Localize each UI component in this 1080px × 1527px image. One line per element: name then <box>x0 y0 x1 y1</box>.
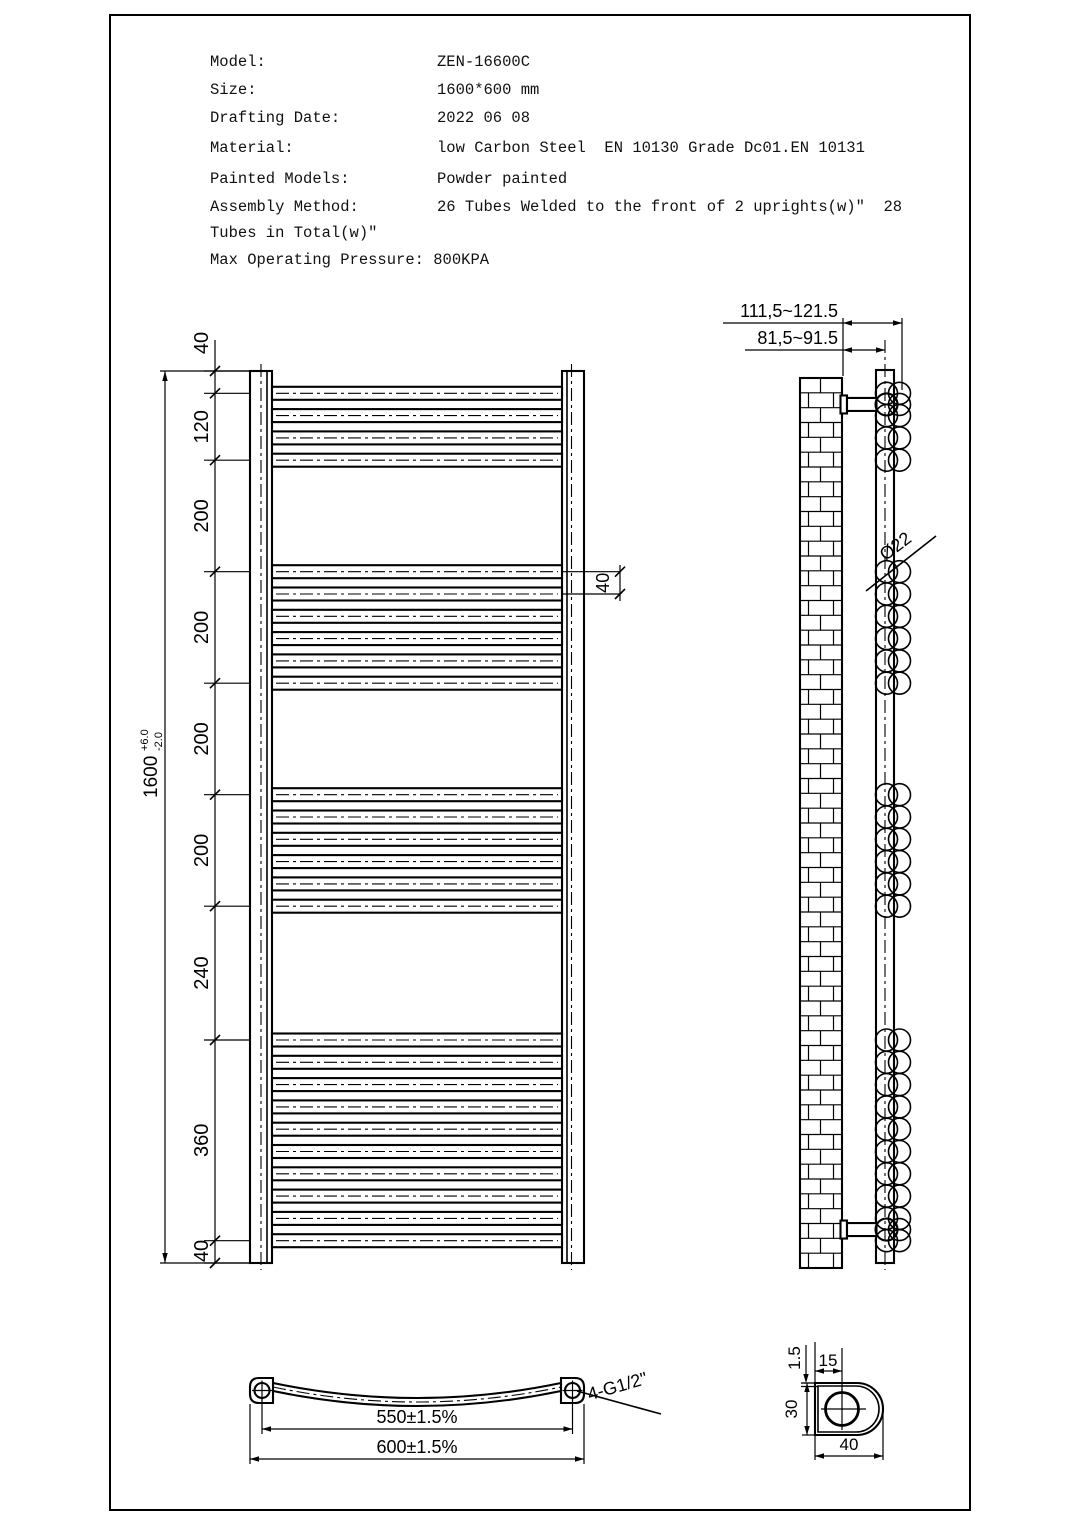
front-view <box>139 332 625 1270</box>
height-dimension-chain <box>191 332 250 1268</box>
dim-text-15: 15 <box>818 1351 838 1370</box>
arrowhead <box>262 1426 271 1431</box>
dim-text-wall-to-upright: 81,5~91.5 <box>757 328 838 348</box>
dim-chain-label: 40 <box>191 331 213 355</box>
dim-text-40w: 40 <box>839 1435 859 1454</box>
dim-chain-label: 360 <box>191 1123 213 1158</box>
dim-text-wall-to-tube: 111,5~121.5 <box>740 301 838 321</box>
dim-chain-label: 120 <box>191 410 213 444</box>
dim-text-30: 30 <box>782 1399 801 1419</box>
arrowhead <box>815 1453 824 1458</box>
arrowhead <box>804 1383 809 1392</box>
arrowhead <box>162 1253 167 1263</box>
field-value: Powder painted <box>437 170 568 188</box>
dim-chain-label: 200 <box>191 610 213 645</box>
tolerance-minus: -2.0 <box>153 732 165 751</box>
field-value: 1600*600 mm <box>437 81 540 99</box>
curved-tube-centerline <box>273 1387 561 1402</box>
arrowhead <box>250 1456 259 1461</box>
field-value: low Carbon Steel EN 10130 Grade Dc01.EN 10131 <box>437 139 865 157</box>
field-value: 26 Tubes Welded to the front of 2 uprights(w)″ 28 <box>437 198 903 216</box>
field-label: Assembly Method: <box>210 198 359 216</box>
overall-height-label <box>139 729 165 798</box>
plan-view <box>250 1368 661 1464</box>
bracket-body <box>847 1223 877 1236</box>
dim-text-1.5: 1.5 <box>785 1346 804 1370</box>
brick-hatch <box>800 378 842 1268</box>
side-view <box>723 301 936 1270</box>
tube-pitch-label: 40 <box>593 572 613 593</box>
max-pressure-line: Max Operating Pressure: 800KPA <box>210 251 490 269</box>
dim-text-550: 550±1.5% <box>376 1407 458 1427</box>
dim-chain-label: 200 <box>191 833 213 868</box>
arrowhead <box>876 347 885 352</box>
arrowhead <box>575 1456 584 1461</box>
field-value: 2022 06 08 <box>437 109 531 127</box>
arrowhead <box>162 371 167 381</box>
field-label: Size: <box>210 81 257 99</box>
left-upright <box>250 371 272 1263</box>
dim-chain-label: 240 <box>191 956 213 990</box>
dim-text-1600: 1600 <box>141 755 162 798</box>
curved-tube-top-edge <box>273 1383 561 1398</box>
front-tubes <box>272 387 562 1247</box>
arrowhead <box>843 320 852 325</box>
dim-chain-label: 40 <box>191 1239 213 1263</box>
field-label: Drafting Date: <box>210 109 341 127</box>
assembly-wrap-line: Tubes in Total(w)″ <box>210 224 378 242</box>
arrowhead <box>843 347 852 352</box>
field-label: Model: <box>210 53 266 71</box>
arrowhead <box>893 320 902 325</box>
dim-chain-label: 200 <box>191 722 213 756</box>
arrowhead <box>564 1426 573 1431</box>
tube-diameter-label: Ø22 <box>875 527 915 565</box>
upright-profile-detail <box>782 1342 883 1460</box>
field-label: Painted Models: <box>210 170 350 188</box>
dim-chain-label: 200 <box>191 499 213 533</box>
arrowhead <box>874 1453 883 1458</box>
right-upright <box>562 371 584 1263</box>
arrowhead <box>803 1374 808 1383</box>
tolerance-plus: +6.0 <box>139 729 151 751</box>
field-value: ZEN-16600C <box>437 53 531 71</box>
bracket-body <box>847 398 877 411</box>
connection-thread-label: 4-G1/2" <box>585 1368 650 1405</box>
arrowhead <box>804 1426 809 1435</box>
dim-text-600: 600±1.5% <box>376 1437 458 1457</box>
field-label: Material: <box>210 139 294 157</box>
